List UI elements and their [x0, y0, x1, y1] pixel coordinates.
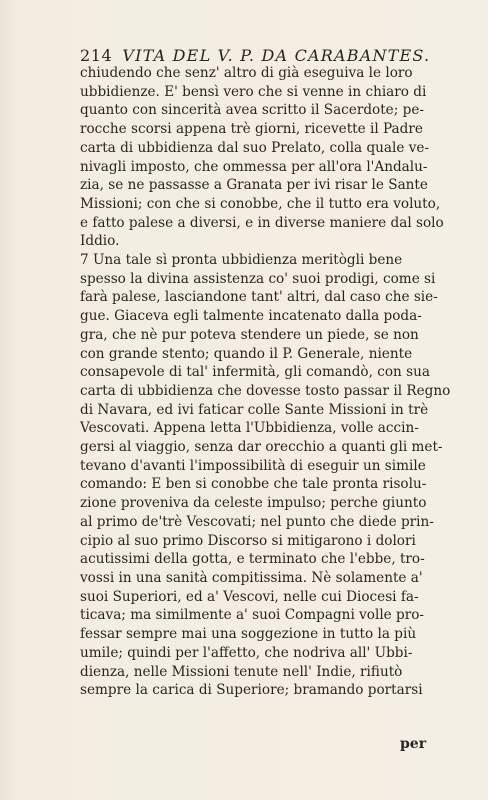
text-line: al primo de'trè Vescovati; nel punto che diede prin-: [80, 513, 434, 530]
text-line: ticava; ma similmente a' suoi Compagni volle pro-: [80, 607, 425, 624]
text-line: zione proveniva da celeste impulso; perche giunto: [80, 495, 427, 512]
text-line: dienza, nelle Missioni tenute nell' Indie, rifiutò: [80, 663, 403, 680]
text-line: Iddio.: [80, 233, 120, 250]
text-line: suoi Superiori, ed a' Vescovi, nelle cui Diocesi fa-: [80, 588, 419, 605]
text-line: tevano d'avanti l'impossibilità di eseguir un simile: [80, 457, 426, 474]
text-line: spesso la divina assistenza co' suoi prodigi, come si: [80, 270, 436, 287]
text-line: sempre la carica di Superiore; bramando portarsi: [80, 682, 423, 699]
page-number: 214: [80, 46, 113, 65]
text-line: Vescovati. Appena letta l'Ubbidienza, volle accin-: [80, 420, 419, 437]
body-text: [80, 64, 486, 700]
text-line: Missioni; con che si conobbe, che il tutto era voluto,: [80, 195, 441, 212]
text-line: consapevole di tal' infermità, gli comandò, con sua: [80, 364, 430, 381]
text-line: fessar sempre mai una soggezione in tutto la più: [80, 626, 417, 643]
text-line: acutissimi della gotta, e terminato che l'ebbe, tro-: [80, 551, 425, 568]
catchword: per: [400, 736, 427, 752]
text-line: con grande stento; quando il P. Generale, niente: [80, 345, 413, 362]
text-line: nivagli imposto, che ommessa per all'ora l'Andalu-: [80, 158, 428, 175]
text-line: chiudendo che senz' altro di già eseguiva le loro: [80, 65, 413, 81]
text-line: quanto con sincerità avea scritto il Sacerdote; pe-: [80, 102, 424, 119]
text-line: vossi in una sanità compitissima. Nè solamente a': [80, 569, 423, 586]
text-line: carta di ubbidienza che dovesse tosto passar il Regno: [80, 382, 451, 399]
text-line: zia, se ne passasse a Granata per ivi risar le Sante: [80, 177, 428, 194]
text-line: cipio al suo primo Discorso si mitigarono i dolori: [80, 532, 416, 549]
text-line: gra, che nè pur poteva stendere un piede, se non: [80, 326, 419, 343]
text-line: di Navara, ed ivi faticar colle Sante Missioni in trè: [80, 401, 429, 418]
text-line: carta di ubbidienza dal suo Prelato, colla quale ve-: [80, 139, 430, 156]
text-line: gersi al viaggio, senza dar orecchio a quanti gli met-: [80, 439, 443, 456]
text-line: gue. Giaceva egli talmente incatenato dalla poda-: [80, 308, 422, 325]
text-line: comando: E ben si conobbe che tale pronta risolu-: [80, 476, 427, 493]
running-title: VITA DEL V. P. DA CARABANTES.: [122, 46, 431, 65]
text-line: farà palese, lasciandone tant' altri, dal caso che sie-: [80, 289, 438, 306]
text-line: umile; quindi per l'affetto, che nodriva all' Ubbi-: [80, 644, 413, 661]
page-header: [80, 46, 470, 65]
text-line: ubbidienze. E' bensì vero che si venne in chiaro di: [80, 83, 427, 100]
text-line: e fatto palese a diversi, e in diverse maniere dal solo: [80, 214, 444, 231]
text-line: rocche scorsi appena trè giorni, ricevette il Padre: [80, 121, 423, 138]
text-line: 7 Una tale sì pronta ubbidienza meritògli bene: [80, 252, 403, 269]
